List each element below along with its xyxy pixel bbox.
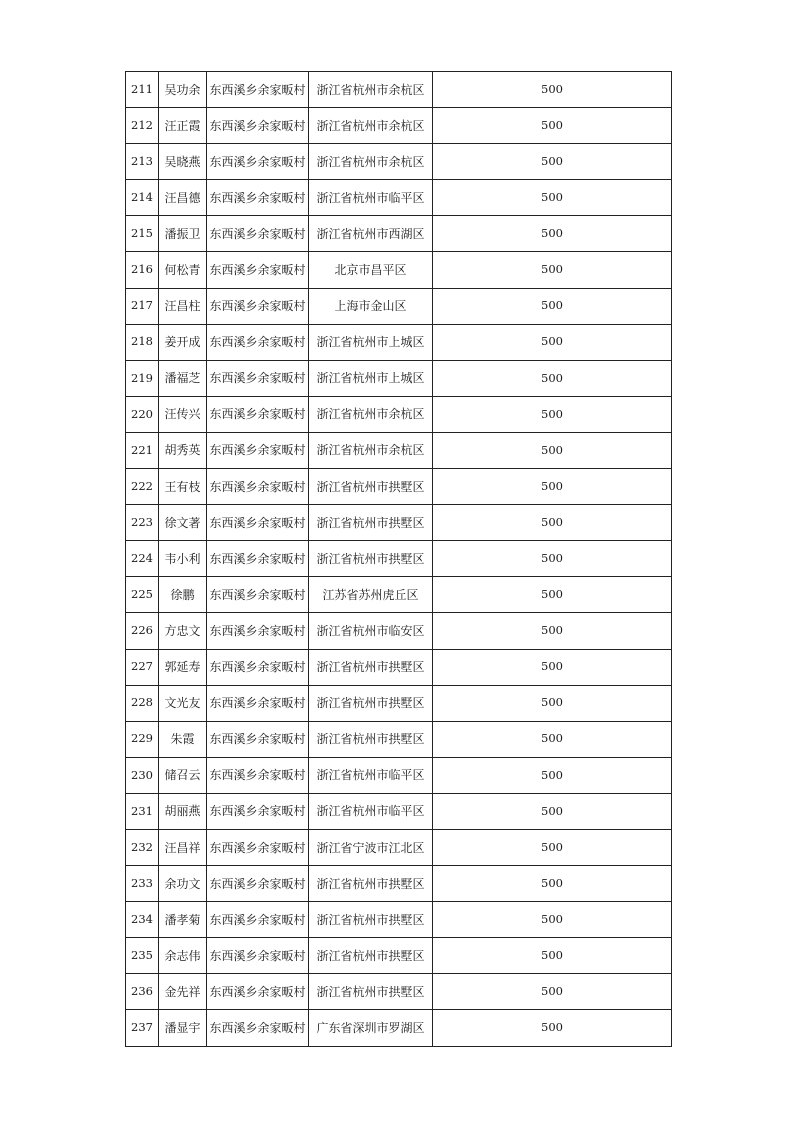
table-row [126, 432, 672, 468]
cell-address: 浙江省杭州市上城区 [309, 324, 433, 360]
table-row [126, 613, 672, 649]
cell-name: 徐鹏 [159, 577, 207, 613]
cell-number: 218 [126, 324, 159, 360]
table-row [126, 866, 672, 902]
cell-address: 浙江省杭州市拱墅区 [309, 974, 433, 1010]
cell-amount: 500 [433, 432, 672, 468]
cell-village: 东西溪乡余家畈村 [207, 938, 309, 974]
subsidy-list-table [125, 71, 672, 1047]
table-row [126, 541, 672, 577]
cell-amount: 500 [433, 252, 672, 288]
cell-village: 东西溪乡余家畈村 [207, 396, 309, 432]
cell-amount: 500 [433, 396, 672, 432]
cell-amount: 500 [433, 180, 672, 216]
table-row [126, 829, 672, 865]
cell-number: 236 [126, 974, 159, 1010]
cell-name: 吴晓燕 [159, 144, 207, 180]
cell-amount: 500 [433, 324, 672, 360]
cell-amount: 500 [433, 577, 672, 613]
table-body [126, 72, 672, 1047]
cell-name: 何松青 [159, 252, 207, 288]
cell-village: 东西溪乡余家畈村 [207, 180, 309, 216]
cell-village: 东西溪乡余家畈村 [207, 108, 309, 144]
table-row [126, 649, 672, 685]
table-row [126, 72, 672, 108]
cell-village: 东西溪乡余家畈村 [207, 757, 309, 793]
cell-address: 浙江省杭州市余杭区 [309, 108, 433, 144]
cell-number: 214 [126, 180, 159, 216]
cell-name: 汪昌柱 [159, 288, 207, 324]
cell-village: 东西溪乡余家畈村 [207, 649, 309, 685]
cell-number: 211 [126, 72, 159, 108]
cell-number: 231 [126, 793, 159, 829]
cell-address: 浙江省杭州市余杭区 [309, 396, 433, 432]
cell-address: 浙江省杭州市拱墅区 [309, 649, 433, 685]
cell-number: 235 [126, 938, 159, 974]
cell-name: 吴功余 [159, 72, 207, 108]
cell-address: 浙江省杭州市拱墅区 [309, 541, 433, 577]
cell-address: 浙江省杭州市余杭区 [309, 144, 433, 180]
cell-name: 郭延寿 [159, 649, 207, 685]
cell-number: 220 [126, 396, 159, 432]
cell-name: 汪昌德 [159, 180, 207, 216]
document-table-container [125, 71, 671, 1047]
cell-amount: 500 [433, 360, 672, 396]
cell-village: 东西溪乡余家畈村 [207, 613, 309, 649]
cell-address: 浙江省杭州市临平区 [309, 757, 433, 793]
cell-number: 221 [126, 432, 159, 468]
table-row [126, 180, 672, 216]
cell-name: 王有枝 [159, 469, 207, 505]
cell-name: 余志伟 [159, 938, 207, 974]
cell-address: 浙江省杭州市拱墅区 [309, 505, 433, 541]
table-row [126, 216, 672, 252]
cell-village: 东西溪乡余家畈村 [207, 144, 309, 180]
cell-address: 江苏省苏州虎丘区 [309, 577, 433, 613]
cell-address: 浙江省杭州市余杭区 [309, 432, 433, 468]
cell-number: 228 [126, 685, 159, 721]
cell-amount: 500 [433, 685, 672, 721]
cell-amount: 500 [433, 505, 672, 541]
cell-amount: 500 [433, 1010, 672, 1046]
cell-amount: 500 [433, 72, 672, 108]
cell-number: 229 [126, 721, 159, 757]
cell-number: 222 [126, 469, 159, 505]
cell-name: 胡丽燕 [159, 793, 207, 829]
cell-number: 217 [126, 288, 159, 324]
cell-amount: 500 [433, 613, 672, 649]
cell-name: 朱霞 [159, 721, 207, 757]
cell-number: 227 [126, 649, 159, 685]
table-row [126, 685, 672, 721]
table-row [126, 902, 672, 938]
cell-amount: 500 [433, 902, 672, 938]
cell-name: 金先祥 [159, 974, 207, 1010]
cell-village: 东西溪乡余家畈村 [207, 721, 309, 757]
cell-address: 浙江省杭州市上城区 [309, 360, 433, 396]
cell-number: 225 [126, 577, 159, 613]
cell-number: 224 [126, 541, 159, 577]
cell-amount: 500 [433, 108, 672, 144]
cell-address: 浙江省杭州市临安区 [309, 613, 433, 649]
cell-amount: 500 [433, 866, 672, 902]
cell-name: 储召云 [159, 757, 207, 793]
table-row [126, 1010, 672, 1046]
cell-village: 东西溪乡余家畈村 [207, 974, 309, 1010]
cell-amount: 500 [433, 938, 672, 974]
table-row [126, 108, 672, 144]
cell-name: 潘振卫 [159, 216, 207, 252]
cell-village: 东西溪乡余家畈村 [207, 541, 309, 577]
cell-village: 东西溪乡余家畈村 [207, 288, 309, 324]
cell-amount: 500 [433, 288, 672, 324]
cell-amount: 500 [433, 216, 672, 252]
table-row [126, 721, 672, 757]
cell-village: 东西溪乡余家畈村 [207, 793, 309, 829]
cell-number: 223 [126, 505, 159, 541]
cell-village: 东西溪乡余家畈村 [207, 432, 309, 468]
cell-amount: 500 [433, 757, 672, 793]
cell-village: 东西溪乡余家畈村 [207, 1010, 309, 1046]
cell-amount: 500 [433, 469, 672, 505]
table-row [126, 938, 672, 974]
cell-name: 汪正霞 [159, 108, 207, 144]
table-row [126, 144, 672, 180]
cell-amount: 500 [433, 541, 672, 577]
cell-amount: 500 [433, 649, 672, 685]
cell-address: 广东省深圳市罗湖区 [309, 1010, 433, 1046]
table-row [126, 757, 672, 793]
table-row [126, 577, 672, 613]
cell-address: 浙江省杭州市拱墅区 [309, 902, 433, 938]
cell-village: 东西溪乡余家畈村 [207, 685, 309, 721]
cell-number: 232 [126, 829, 159, 865]
table-row [126, 360, 672, 396]
cell-village: 东西溪乡余家畈村 [207, 469, 309, 505]
table-row [126, 288, 672, 324]
cell-amount: 500 [433, 144, 672, 180]
cell-amount: 500 [433, 974, 672, 1010]
cell-address: 浙江省杭州市拱墅区 [309, 469, 433, 505]
cell-village: 东西溪乡余家畈村 [207, 577, 309, 613]
cell-address: 上海市金山区 [309, 288, 433, 324]
cell-address: 浙江省宁波市江北区 [309, 829, 433, 865]
cell-number: 230 [126, 757, 159, 793]
cell-name: 韦小利 [159, 541, 207, 577]
cell-address: 浙江省杭州市拱墅区 [309, 866, 433, 902]
cell-village: 东西溪乡余家畈村 [207, 902, 309, 938]
cell-village: 东西溪乡余家畈村 [207, 360, 309, 396]
cell-village: 东西溪乡余家畈村 [207, 252, 309, 288]
cell-name: 徐文著 [159, 505, 207, 541]
cell-number: 215 [126, 216, 159, 252]
cell-amount: 500 [433, 793, 672, 829]
cell-address: 浙江省杭州市拱墅区 [309, 938, 433, 974]
cell-name: 潘福芝 [159, 360, 207, 396]
table-row [126, 793, 672, 829]
cell-name: 汪昌祥 [159, 829, 207, 865]
cell-name: 汪传兴 [159, 396, 207, 432]
cell-name: 姜开成 [159, 324, 207, 360]
cell-number: 212 [126, 108, 159, 144]
cell-village: 东西溪乡余家畈村 [207, 866, 309, 902]
table-row [126, 974, 672, 1010]
cell-number: 234 [126, 902, 159, 938]
cell-address: 浙江省杭州市西湖区 [309, 216, 433, 252]
cell-village: 东西溪乡余家畈村 [207, 324, 309, 360]
table-row [126, 469, 672, 505]
cell-amount: 500 [433, 721, 672, 757]
cell-address: 浙江省杭州市拱墅区 [309, 685, 433, 721]
cell-village: 东西溪乡余家畈村 [207, 216, 309, 252]
cell-name: 潘显宇 [159, 1010, 207, 1046]
cell-amount: 500 [433, 829, 672, 865]
cell-address: 浙江省杭州市临平区 [309, 793, 433, 829]
table-row [126, 252, 672, 288]
cell-number: 237 [126, 1010, 159, 1046]
cell-name: 胡秀英 [159, 432, 207, 468]
cell-name: 方忠文 [159, 613, 207, 649]
cell-name: 余功文 [159, 866, 207, 902]
cell-address: 浙江省杭州市余杭区 [309, 72, 433, 108]
cell-village: 东西溪乡余家畈村 [207, 505, 309, 541]
cell-name: 文光友 [159, 685, 207, 721]
table-row [126, 505, 672, 541]
cell-number: 213 [126, 144, 159, 180]
table-row [126, 396, 672, 432]
cell-village: 东西溪乡余家畈村 [207, 829, 309, 865]
cell-number: 216 [126, 252, 159, 288]
cell-number: 219 [126, 360, 159, 396]
cell-village: 东西溪乡余家畈村 [207, 72, 309, 108]
cell-address: 浙江省杭州市临平区 [309, 180, 433, 216]
cell-address: 北京市昌平区 [309, 252, 433, 288]
cell-number: 226 [126, 613, 159, 649]
cell-address: 浙江省杭州市拱墅区 [309, 721, 433, 757]
cell-number: 233 [126, 866, 159, 902]
table-row [126, 324, 672, 360]
cell-name: 潘孝菊 [159, 902, 207, 938]
